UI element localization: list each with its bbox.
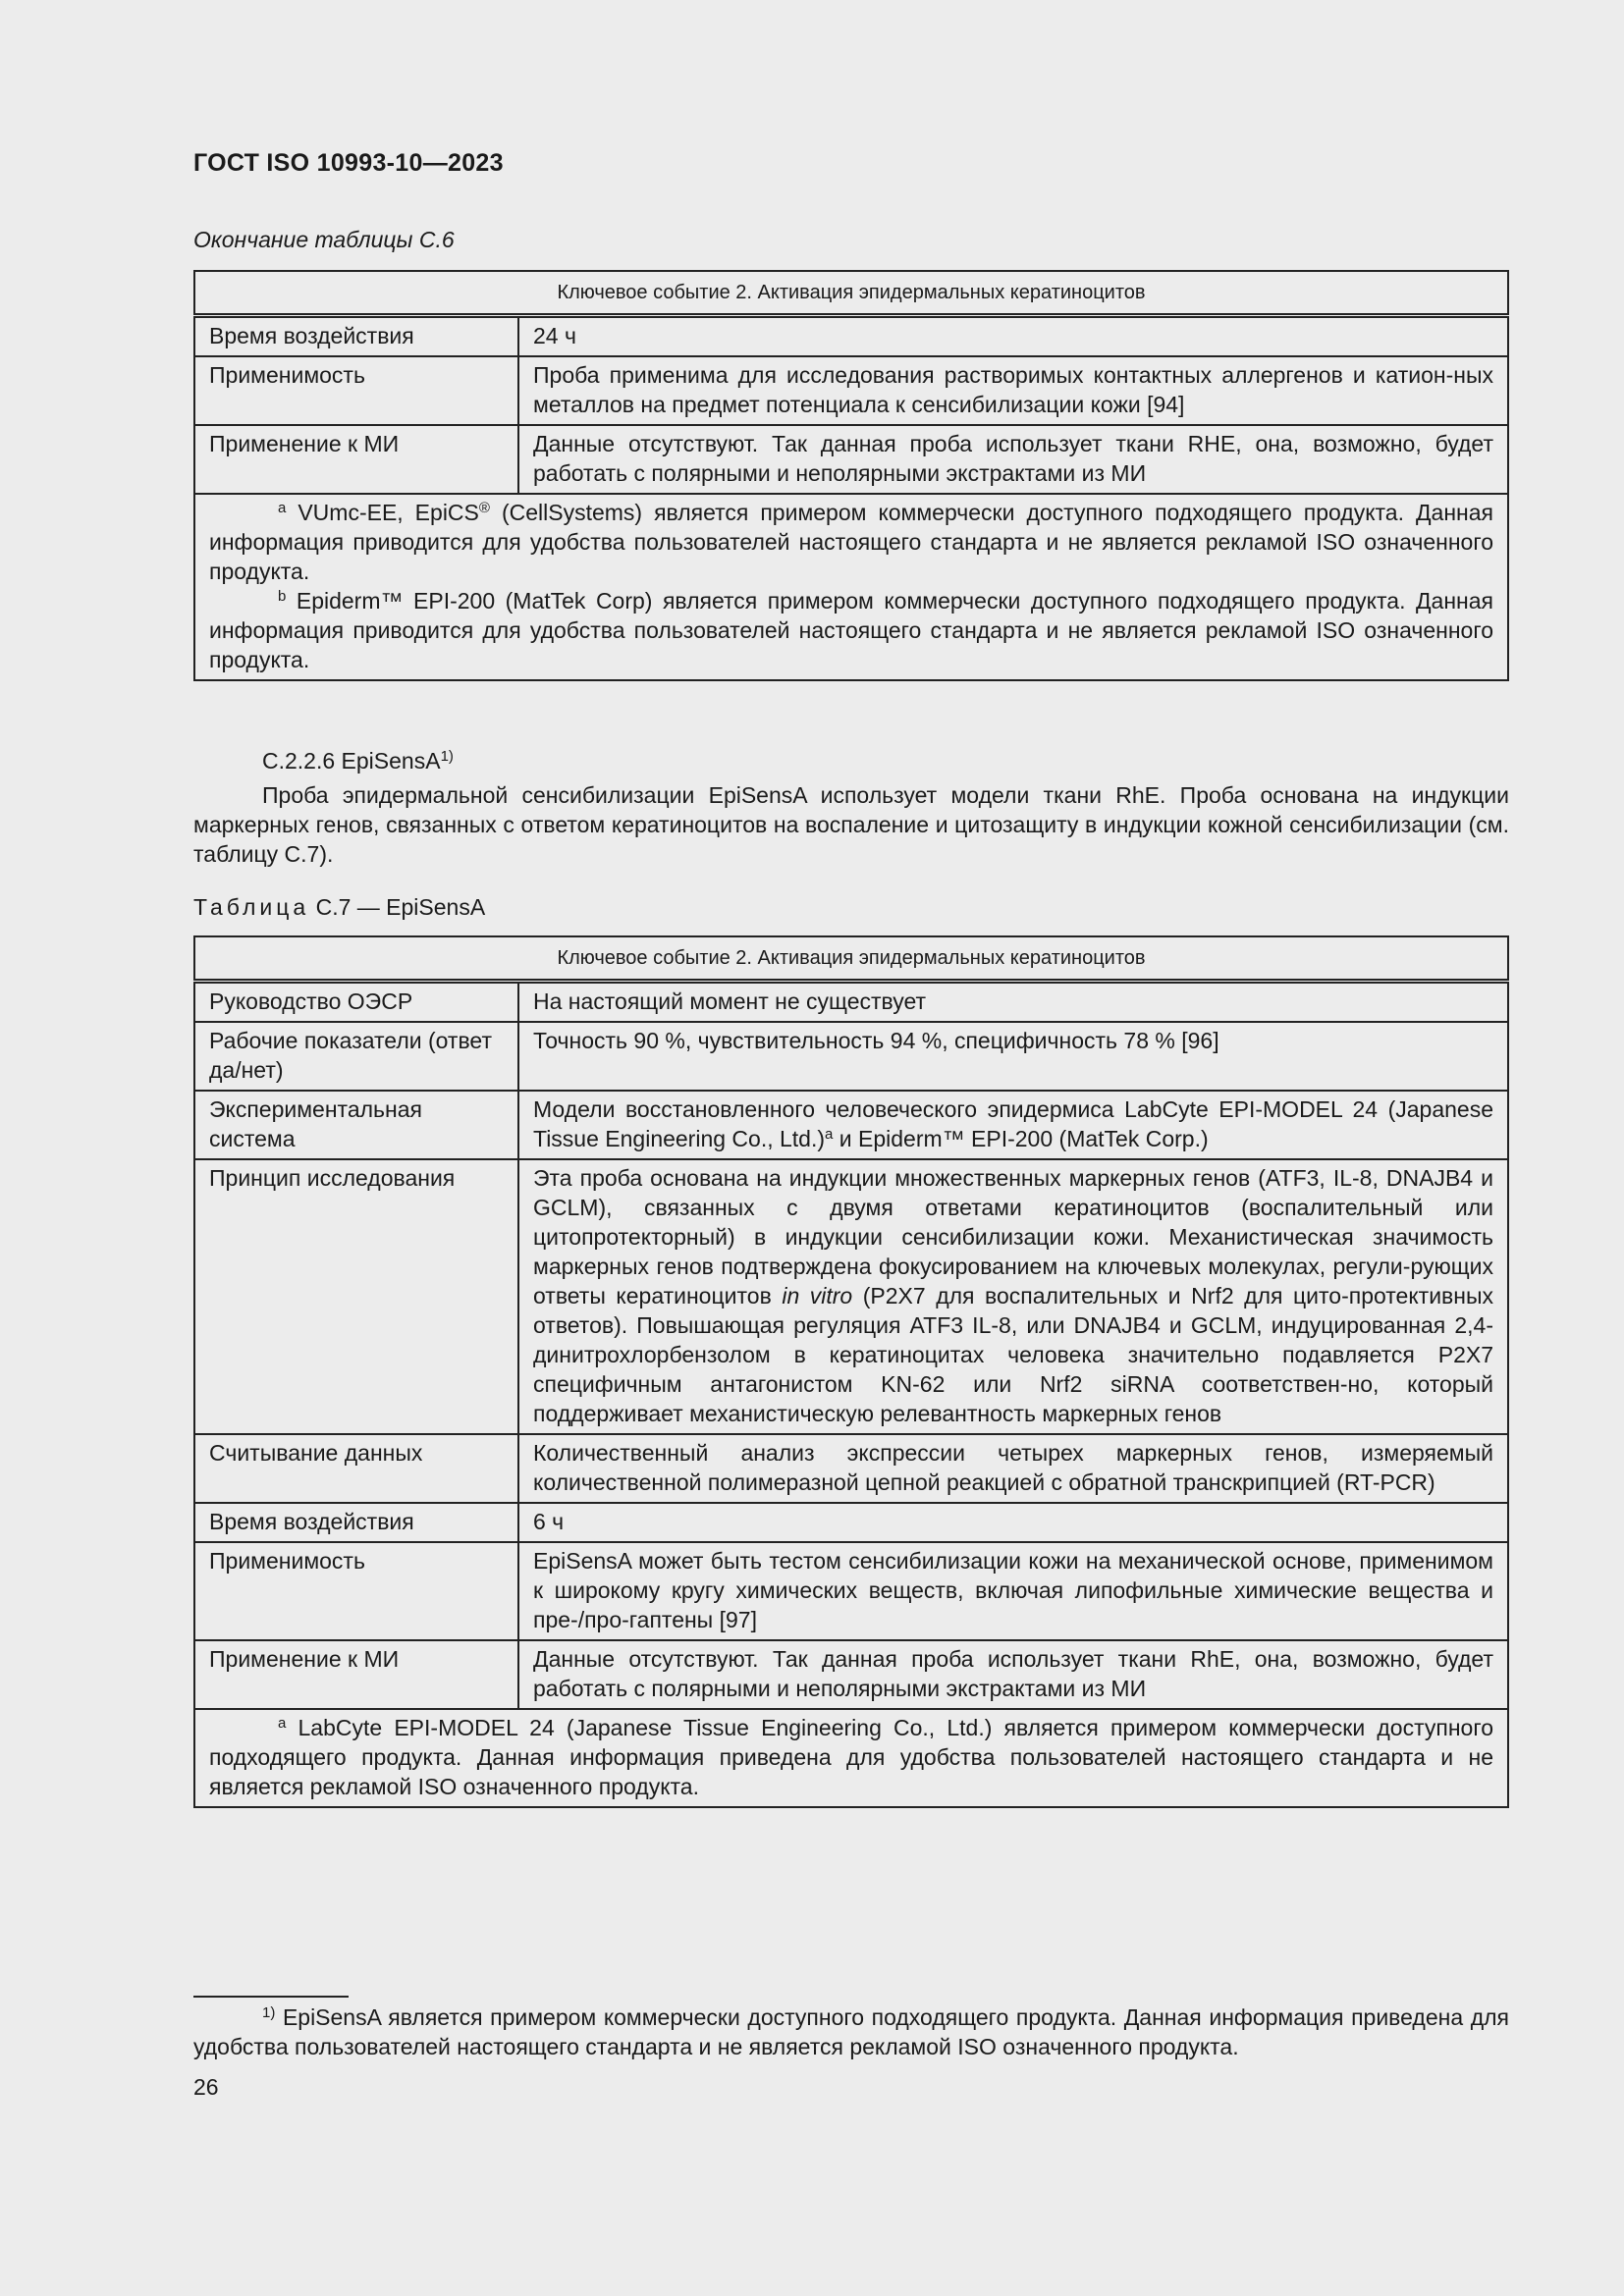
table-row: [194, 982, 1508, 1023]
row-value: [518, 1159, 1508, 1434]
table-c6-event-header: Ключевое событие 2. Активация эпидермальных кератиноцитов: [194, 271, 1508, 316]
table-row: [194, 1542, 1508, 1640]
table-row: [194, 356, 1508, 425]
row-label: Время воздействия: [194, 316, 518, 357]
section-footnote-ref: 1): [440, 748, 454, 765]
footnote-divider: [193, 1996, 349, 1998]
row-label: Считывание данных: [194, 1434, 518, 1503]
row-value: Проба применима для исследования растворимых контактных аллергенов и катион-ных металлов на предмет потенциала к сенсибилизации кожи [94]: [518, 356, 1508, 425]
row-label: Время воздействия: [194, 1503, 518, 1542]
note-a: [209, 1713, 1493, 1801]
row-value: 24 ч: [518, 316, 1508, 357]
table-label-rest: С.7 — EpiSensA: [315, 894, 486, 920]
table-row: [194, 1640, 1508, 1709]
table-row: [194, 1022, 1508, 1091]
row-label: Применимость: [194, 356, 518, 425]
row-value: На настоящий момент не существует: [518, 982, 1508, 1023]
note-b: [209, 586, 1493, 674]
table-row: [194, 316, 1508, 357]
value-part1: Эта проба основана на индукции множественных маркерных генов (ATF3, IL-8, DNAJB4 и GCLM), связанных с двумя ответами кератиноцитов (воспалительный или цитопротекторный) в индукции сенсибилизации кожи. Механистическая значимость маркерных генов подтверждена фокусированием на ключевых молекулах, регули-рующих ответы кератиноцитов: [533, 1165, 1493, 1308]
row-label: Рабочие показатели (ответ да/нет): [194, 1022, 518, 1091]
row-value: [518, 1091, 1508, 1159]
row-value: 6 ч: [518, 1503, 1508, 1542]
table-row: [194, 1434, 1508, 1503]
table-c6-end: [193, 270, 1509, 681]
value-part2: и Epiderm™ EPI-200 (MatTek Corp.): [833, 1126, 1209, 1151]
row-label: Применение к МИ: [194, 425, 518, 494]
section-title: [262, 748, 454, 774]
table-row: [194, 1503, 1508, 1542]
row-value: Количественный анализ экспрессии четырех маркерных генов, измеряемый количественной полимеразной цепной реакцией с обратной транскрипцией (RT-PCR): [518, 1434, 1508, 1503]
page-number: 26: [193, 2074, 219, 2100]
row-label: Применение к МИ: [194, 1640, 518, 1709]
table-c7: [193, 935, 1509, 1808]
note-ref-a: a: [825, 1126, 834, 1143]
table-c7-event-header: Ключевое событие 2. Активация эпидермальных кератиноцитов: [194, 936, 1508, 982]
table-continuation-caption: Окончание таблицы С.6: [193, 227, 455, 252]
footnote-mark: 1): [262, 2004, 276, 2021]
table-row: [194, 1091, 1508, 1159]
table-c7-notes: [194, 1709, 1508, 1807]
note-a-text2: (CellSystems) является примером коммерчески доступного подходящего продукта. Данная информация приводится для удобства пользователей настоящего стандарта и не является рекламой ISO означенного продукта.: [209, 500, 1494, 584]
registered-mark: ®: [478, 500, 490, 516]
section-title-text: С.2.2.6 EpiSensA: [262, 748, 441, 774]
note-b-text: Epiderm™ EPI-200 (MatTek Corp) является примером коммерчески доступного подходящего продукта. Данная информация приводится для удобства пользователей настоящего стандарта и не является рекламой ISO означенного продукта.: [209, 588, 1493, 672]
row-value: Данные отсутствуют. Так данная проба использует ткани RhE, она, возможно, будет работать с полярными и неполярными экстрактами из МИ: [518, 1640, 1508, 1709]
table-label-prefix: Таблица: [193, 894, 310, 920]
note-b-mark: b: [278, 588, 287, 605]
row-label: Применимость: [194, 1542, 518, 1640]
row-value: Данные отсутствуют. Так данная проба использует ткани RHE, она, возможно, будет работать с полярными и неполярными экстрактами из МИ: [518, 425, 1508, 494]
table-c7-label: [193, 894, 485, 921]
row-value: EpiSensA может быть тестом сенсибилизации кожи на механической основе, применимом к широкому кругу химических веществ, включая липофильные химические вещества и пре-/про-гаптены [97]: [518, 1542, 1508, 1640]
note-a: [209, 498, 1493, 586]
section-paragraph: Проба эпидермальной сенсибилизации EpiSensA использует модели ткани RhE. Проба основана на индукции маркерных генов, связанных с ответом кератиноцитов на воспаление и цитозащиту в индукции кожной сенсибилизации (см. таблицу С.7).: [193, 782, 1509, 867]
row-label: Руководство ОЭСР: [194, 982, 518, 1023]
table-row: [194, 1159, 1508, 1434]
note-a-text: LabCyte EPI-MODEL 24 (Japanese Tissue Engineering Co., Ltd.) является примером коммерчески доступного подходящего продукта. Данная информация приведена для удобства пользователей настоящего стандарта и не является рекламой ISO означенного продукта.: [209, 1715, 1494, 1799]
value-part1: Модели восстановленного человеческого эпидермиса LabCyte EPI-MODEL 24 (Japanese Tissue Engineering Co., Ltd.): [533, 1096, 1493, 1151]
row-label: Принцип исследования: [194, 1159, 518, 1434]
note-a-mark: a: [278, 1715, 287, 1732]
note-a-text1: VUmc-EE, EpiCS: [298, 500, 479, 525]
row-value: Точность 90 %, чувствительность 94 %, специфичность 78 % [96]: [518, 1022, 1508, 1091]
note-a-mark: a: [278, 500, 287, 516]
table-row: [194, 425, 1508, 494]
table-c6-notes: [194, 494, 1508, 680]
page-footnote: [193, 2002, 1509, 2061]
value-part2: (P2X7 для воспалительных и Nrf2 для цито-протективных ответов). Повышающая регуляция ATF3 IL-8, или DNAJB4 и GCLM, индуцированная 2,4-динитрохлорбензолом в кератиноцитах человека значительно подавляется P2X7 специфичным антагонистом KN-62 или Nrf2 siRNA соответствен-но, который поддерживает механистическую релевантность маркерных генов: [533, 1283, 1493, 1426]
value-italic: in vitro: [782, 1283, 853, 1308]
footnote-text: EpiSensA является примером коммерчески доступного подходящего продукта. Данная информация приведена для удобства пользователей настоящего стандарта и не является рекламой ISO означенного продукта.: [193, 2004, 1509, 2059]
document-header: ГОСТ ISO 10993-10—2023: [193, 149, 504, 177]
row-label: Экспериментальная система: [194, 1091, 518, 1159]
